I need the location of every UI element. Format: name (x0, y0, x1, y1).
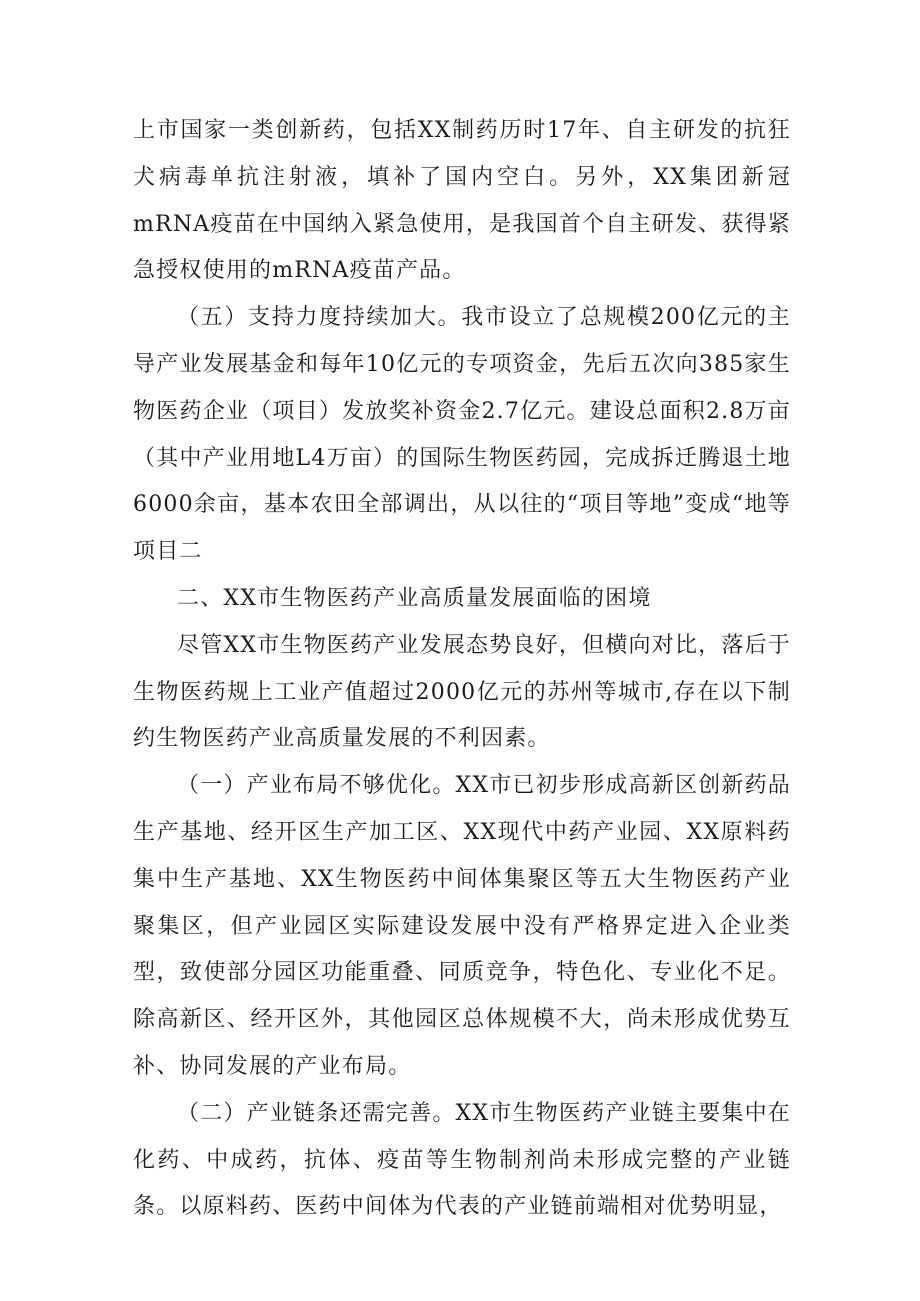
paragraph-continuation: 上市国家一类创新药，包括XX制药历时17年、自主研发的抗狂犬病毒单抗注射液，填补了国内空白。另外，XX集团新冠mRNA疫苗在中国纳入紧急使用，是我国首个自主研发、获得紧急授权使用的mRNA疫苗产品。 (133, 118, 791, 284)
paragraph-industrial-layout: （一）产业布局不够优化。XX市已初步形成高新区创新药品生产基地、经开区生产加工区、XX现代中药产业园、XX原料药集中生产基地、XX生物医药中间体集聚区等五大生物医药产业聚集区，但产业园区实际建设发展中没有严格界定进入企业类型，致使部分园区功能重叠、同质竞争，特色化、专业化不足。除高新区、经开区外，其他园区总体规模不大，尚未形成优势互补、协同发展的产业布局。 (133, 773, 791, 1079)
paragraph-support-policy: （五）支持力度持续加大。我市设立了总规模200亿元的主导产业发展基金和每年10亿元的专项资金，先后五次向385家生物医药企业（项目）发放奖补资金2.7亿元。建设总面积2.8万亩（其中产业用地L4万亩）的国际生物医药园，完成拆迁腾退土地6000余亩，基本农田全部调出，从以往的“项目等地”变成“地等项目二 (133, 305, 791, 565)
section-heading-challenges: 二、XX市生物医药产业高质量发展面临的困境 (177, 585, 652, 611)
document-body (133, 108, 791, 1231)
paragraph-intro-challenges: 尽管XX市生物医药产业发展态势良好，但横向对比，落后于生物医药规上工业产值超过2000亿元的苏州等城市,存在以下制约生物医药产业高质量发展的不利因素。 (133, 632, 791, 752)
paragraph-industrial-chain: （二）产业链条还需完善。XX市生物医药产业链主要集中在化药、中成药，抗体、疫苗等生物制剂尚未形成完整的产业链条。以原料药、医药中间体为代表的产业链前端相对优势明显， (133, 1100, 791, 1220)
